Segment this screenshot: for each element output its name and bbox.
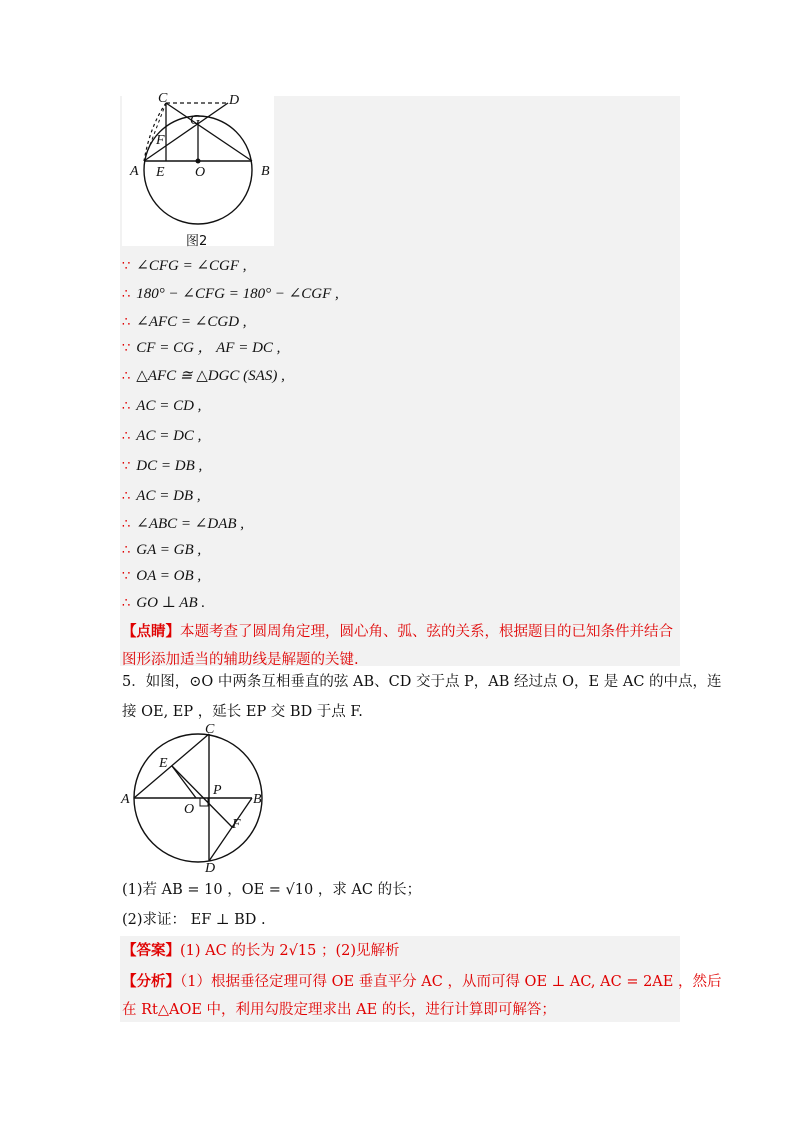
figure2 [118, 90, 278, 250]
problem5-question1: (1)若 AB = 10 ，OE = √10 ，求 AC 的长； [122, 882, 422, 898]
fig2-label-g: G [190, 113, 201, 128]
comment-tag: 【点睛】 [122, 623, 180, 640]
fig2-label-f: F [156, 133, 165, 148]
proof-step: ∴ AC = DB , [122, 488, 201, 504]
proof-step: ∵ CF = CG ， AF = DC , [122, 340, 281, 356]
figure5 [118, 724, 278, 874]
problem5-statement-line1: 5．如图，⊙O 中两条互相垂直的弦 AB、CD 交于点 P，AB 经过点 O，E 是 AC 的中点，连 [122, 674, 722, 690]
proof-step: ∵ ∠CFG = ∠CGF , [122, 258, 247, 274]
proof-step: ∴ 180° − ∠CFG = 180° − ∠CGF , [122, 286, 339, 302]
proof-step: ∴ GO ⊥ AB . [122, 595, 206, 611]
problem5-statement-line2: 接 OE, EP ，延长 EP 交 BD 于点 F. [122, 704, 363, 720]
fig2-label-b: B [261, 164, 270, 179]
fig5-label-o: O [184, 802, 195, 817]
proof-step: ∵ OA = OB , [122, 568, 202, 584]
comment-text: 本题考查了圆周角定理，圆心角、弧、弦的关系，根据题目的已知条件并结合图形添加适当的辅助线是解题的关键. [122, 624, 673, 668]
proof-step: ∴ △AFC ≅ △DGC (SAS) , [122, 368, 285, 384]
fig5-label-e: E [159, 756, 168, 771]
fig5-label-d: D [205, 861, 216, 874]
fig2-label-d: D [229, 93, 240, 108]
fig2-label-e: E [156, 165, 165, 180]
answer-text: (1) AC 的长为 2√15 ；(2)见解析 [180, 943, 400, 959]
analysis-line2: 在 Rt△AOE 中，利用勾股定理求出 AE 的长，进行计算即可解答； [122, 1002, 556, 1018]
fig5-label-c: C [205, 724, 215, 737]
analysis-tag: 【分析】 [122, 973, 180, 990]
problem5-question2: (2)求证： EF ⊥ BD . [122, 912, 266, 928]
proof-step: ∴ GA = GB , [122, 542, 202, 558]
proof-step: ∵ DC = DB , [122, 458, 203, 474]
analysis-line1: 【分析】（1）根据垂径定理可得 OE 垂直平分 AC ，从而可得 OE ⊥ AC, AC = 2AE ，然后 [122, 973, 722, 990]
proof-step: ∴ ∠ABC = ∠DAB , [122, 516, 245, 532]
fig2-label-a: A [130, 164, 139, 179]
fig5-label-b: B [253, 792, 262, 807]
figure2-caption: 图2 [186, 234, 208, 249]
proof-step: ∴ AC = CD , [122, 398, 202, 414]
proof-step: ∴ ∠AFC = ∠CGD , [122, 314, 247, 330]
comment-block [122, 618, 682, 674]
problem5-number: 5． [122, 674, 146, 690]
answer-line [122, 941, 400, 961]
fig5-label-p: P [213, 783, 222, 798]
proof-step: ∴ AC = DC , [122, 428, 202, 444]
fig5-label-f: F [232, 817, 241, 832]
fig2-label-o: O [195, 165, 206, 180]
answer-tag: 【答案】 [122, 942, 180, 959]
fig2-label-c: C [158, 91, 168, 106]
fig5-label-a: A [121, 792, 130, 807]
